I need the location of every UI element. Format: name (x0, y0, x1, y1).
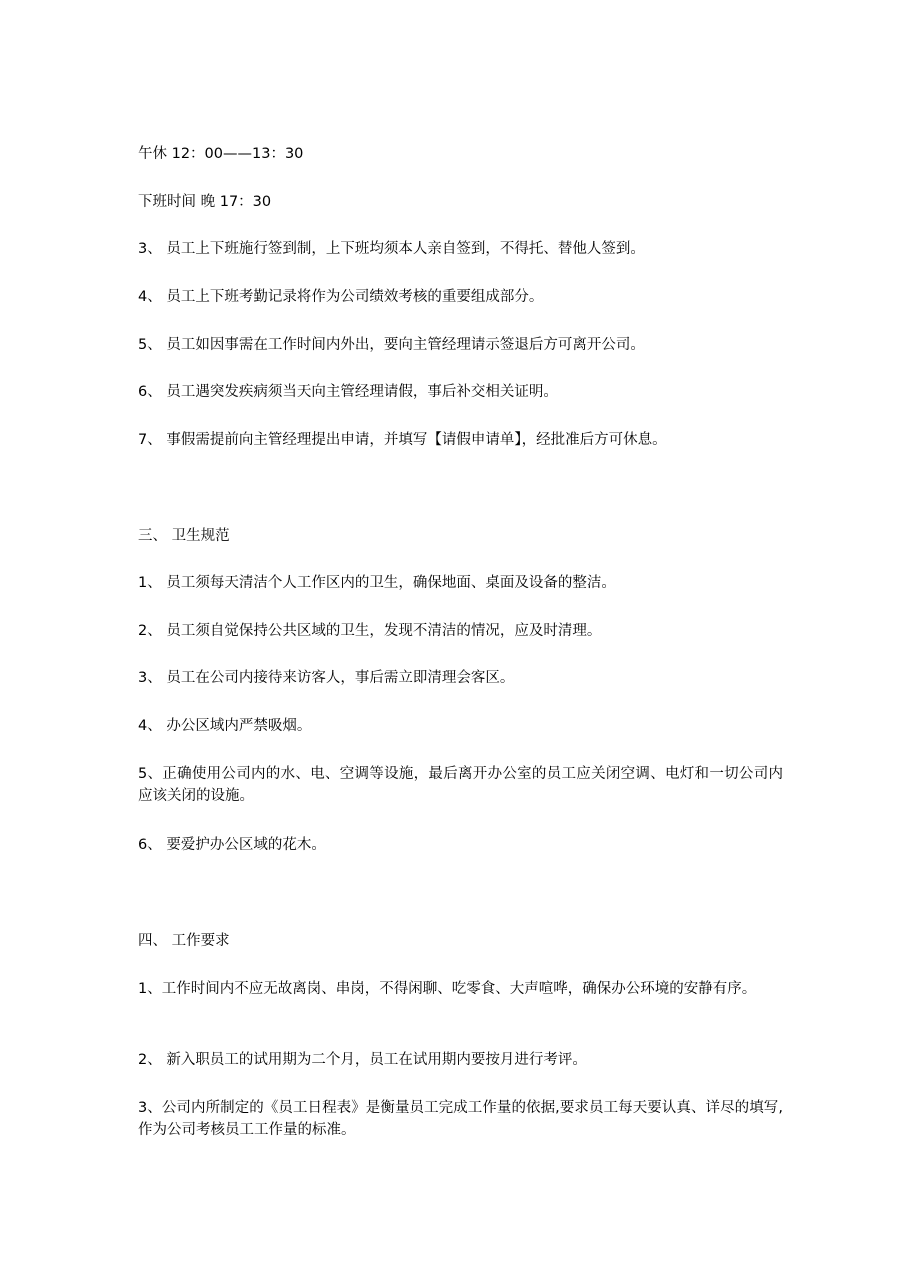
hygiene-section-heading: 三、 卫生规范 (138, 528, 230, 544)
hygiene-item-5: 5、正确使用公司内的水、电、空调等设施，最后离开办公室的员工应关闭空调、电灯和一切公司内应该关闭的设施。 (138, 766, 783, 804)
attendance-rule-3: 3、 员工上下班施行签到制，上下班均须本人亲自签到，不得托、替他人签到。 (138, 241, 645, 257)
work-requirement-3: 3、公司内所制定的《员工日程表》是衡量员工完成工作量的依据,要求员工每天要认真、详尽的填写,作为公司考核员工工作量的标准。 (138, 1100, 783, 1138)
hygiene-item-3: 3、 员工在公司内接待来访客人，事后需立即清理会客区。 (138, 670, 515, 686)
attendance-rule-5: 5、 员工如因事需在工作时间内外出，要向主管经理请示签退后方可离开公司。 (138, 337, 645, 353)
hygiene-item-1: 1、 员工须每天清洁个人工作区内的卫生，确保地面、桌面及设备的整洁。 (138, 575, 616, 591)
attendance-rule-6: 6、 员工遇突发疾病须当天向主管经理请假，事后补交相关证明。 (138, 384, 558, 400)
hygiene-item-4: 4、 办公区域内严禁吸烟。 (138, 718, 312, 734)
work-requirement-2: 2、 新入职员工的试用期为二个月，员工在试用期内要按月进行考评。 (138, 1052, 587, 1068)
work-requirements-heading: 四、 工作要求 (138, 933, 230, 949)
hygiene-item-6: 6、 要爱护办公区域的花木。 (138, 837, 326, 853)
hygiene-item-2: 2、 员工须自觉保持公共区域的卫生，发现不清洁的情况，应及时清理。 (138, 623, 602, 639)
attendance-rule-7: 7、 事假需提前向主管经理提出申请，并填写【请假申请单】，经批准后方可休息。 (138, 432, 667, 448)
off-work-time-line: 下班时间 晚 17：30 (138, 194, 272, 210)
attendance-rule-4: 4、 员工上下班考勤记录将作为公司绩效考核的重要组成部分。 (138, 289, 544, 305)
lunch-break-line: 午休 12：00——13：30 (138, 146, 304, 162)
work-requirement-1: 1、工作时间内不应无故离岗、串岗，不得闲聊、吃零食、大声喧哗，确保办公环境的安静有序。 (138, 981, 757, 997)
